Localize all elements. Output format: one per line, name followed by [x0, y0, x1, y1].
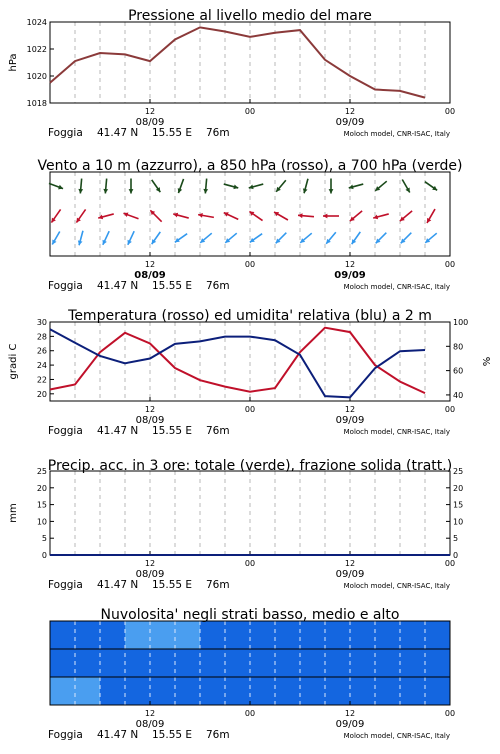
- cloud-cell-alto: [350, 621, 376, 649]
- cloud-cell-medio: [75, 649, 101, 677]
- location-elev: 76m: [206, 729, 230, 741]
- y-tick-label: 1020: [26, 72, 47, 81]
- time-tick-label: 12: [144, 709, 156, 718]
- time-tick-label: 12: [344, 709, 356, 718]
- wind-arrow-850hpa: [76, 209, 85, 222]
- location-lat: 41.47 N: [97, 280, 139, 292]
- wind-arrow-700hpa: [203, 179, 208, 194]
- wind-arrow-10m: [401, 233, 412, 244]
- cloud-cell-basso: [275, 677, 301, 705]
- time-tick-label: 00: [444, 260, 456, 269]
- wind-arrow-850hpa: [123, 213, 138, 219]
- wind-arrow-10m: [300, 233, 311, 243]
- cloud-cell-basso: [175, 677, 201, 705]
- wind-arrow-850hpa: [249, 211, 262, 220]
- time-tick-label: 12: [144, 107, 156, 116]
- wind-arrow-850hpa: [427, 209, 435, 223]
- time-tick-label: 00: [244, 559, 256, 568]
- date-label: 09/09: [335, 117, 365, 128]
- date-label: 09/09: [334, 270, 366, 281]
- time-tick-label: 12: [144, 260, 156, 269]
- date-label: 08/09: [135, 719, 165, 730]
- wind-arrow-700hpa: [103, 179, 108, 194]
- time-tick-label: 00: [244, 405, 256, 414]
- cloud-cell-basso: [375, 677, 401, 705]
- time-tick-label: 00: [444, 709, 456, 718]
- time-tick-label: 00: [444, 107, 456, 116]
- cloud-cell-basso: [425, 677, 451, 705]
- wind-arrow-10m: [276, 233, 287, 244]
- y-tick-label: 0: [41, 551, 47, 560]
- cloud-cell-basso: [400, 677, 426, 705]
- cloud-cell-alto: [100, 621, 126, 649]
- location-name: Foggia: [48, 425, 83, 437]
- y-tick-label-right: 60: [453, 366, 464, 376]
- wind-arrow-head: [78, 189, 83, 194]
- y-axis-label: mm: [8, 503, 19, 523]
- date-label: 09/09: [335, 569, 365, 580]
- cloud-cell-alto: [400, 621, 426, 649]
- wind-arrow-10m: [152, 232, 161, 244]
- wind-arrow-head: [203, 189, 208, 194]
- location-elev: 76m: [206, 579, 230, 591]
- cloud-cell-basso: [75, 677, 101, 705]
- location-lon: 15.55 E: [152, 729, 193, 741]
- y-tick-label: 1018: [26, 99, 47, 108]
- wind-arrow-850hpa: [98, 214, 113, 219]
- y-tick-label: 1024: [26, 18, 47, 27]
- y-axis-label-right: %: [482, 356, 493, 367]
- cloud-cell-alto: [275, 621, 301, 649]
- cloud-cell-basso: [325, 677, 351, 705]
- humidity-line: [50, 329, 425, 397]
- cloud-cell-alto: [300, 621, 326, 649]
- cloud-cell-medio: [300, 649, 326, 677]
- location-elev: 76m: [206, 127, 230, 139]
- cloud-cell-medio: [175, 649, 201, 677]
- wind-arrow-850hpa: [373, 214, 388, 219]
- date-label: 08/09: [134, 270, 166, 281]
- wind-arrow-700hpa: [349, 184, 363, 189]
- location-name: Foggia: [48, 729, 83, 741]
- y-tick-label: 28: [36, 332, 47, 342]
- location-name: Foggia: [48, 280, 83, 292]
- date-label: 08/09: [135, 117, 165, 128]
- y-tick-label: 20: [36, 389, 47, 399]
- y-tick-label: 24: [36, 361, 47, 371]
- cloud-cell-medio: [100, 649, 126, 677]
- cloud-cell-medio: [350, 649, 376, 677]
- chart-title: Vento a 10 m (azzurro), a 850 hPa (rosso), a 700 hPa (verde): [37, 158, 463, 174]
- y-tick-label: 25: [36, 467, 47, 476]
- time-tick-label: 12: [344, 260, 356, 269]
- model-credit: Moloch model, CNR-ISAC, Italy: [343, 130, 450, 138]
- chart-title: Temperatura (rosso) ed umidita' relativa (blu) a 2 m: [68, 308, 432, 324]
- wind-arrow-10m: [225, 233, 236, 243]
- location-elev: 76m: [206, 425, 230, 437]
- wind-arrow-10m: [425, 233, 436, 243]
- y-tick-label-right: 5: [453, 534, 459, 544]
- time-tick-label: 00: [244, 260, 256, 269]
- cloud-cell-basso: [300, 677, 326, 705]
- cloud-cell-medio: [150, 649, 176, 677]
- y-tick-label: 10: [36, 517, 47, 527]
- cloud-cell-basso: [100, 677, 126, 705]
- cloud-cell-medio: [325, 649, 351, 677]
- model-credit: Moloch model, CNR-ISAC, Italy: [343, 582, 450, 590]
- cloud-cell-alto: [225, 621, 251, 649]
- y-axis-label: gradi C: [8, 343, 19, 380]
- cloud-cell-alto: [50, 621, 76, 649]
- wind-arrow-700hpa: [303, 179, 308, 193]
- wind-arrow-head: [129, 189, 134, 193]
- location-elev: 76m: [206, 280, 230, 292]
- wind-arrow-850hpa: [274, 212, 288, 220]
- wind-arrow-10m: [175, 234, 187, 243]
- time-tick-label: 12: [344, 559, 356, 568]
- wind-arrow-850hpa: [224, 212, 239, 219]
- time-tick-label: 00: [444, 559, 456, 568]
- cloud-cell-alto: [75, 621, 101, 649]
- cloud-cell-alto: [375, 621, 401, 649]
- y-tick-label: 15: [36, 500, 47, 510]
- wind-arrow-700hpa: [49, 183, 63, 189]
- wind-arrow-700hpa: [178, 179, 184, 193]
- wind-arrow-10m: [200, 233, 211, 243]
- time-tick-label: 12: [144, 559, 156, 568]
- y-tick-label-right: 100: [453, 318, 469, 327]
- location-name: Foggia: [48, 127, 83, 139]
- wind-arrow-10m: [376, 233, 387, 244]
- wind-arrow-700hpa: [329, 179, 334, 194]
- wind-arrow-10m: [128, 231, 135, 245]
- model-credit: Moloch model, CNR-ISAC, Italy: [343, 283, 450, 291]
- wind-arrow-10m: [352, 232, 361, 244]
- wind-arrow-700hpa: [129, 179, 134, 194]
- y-tick-label-right: 80: [453, 342, 464, 352]
- model-credit: Moloch model, CNR-ISAC, Italy: [343, 428, 450, 436]
- cloud-cell-medio: [250, 649, 276, 677]
- wind-arrow-head: [329, 189, 334, 193]
- date-label: 09/09: [335, 415, 365, 426]
- time-tick-label: 12: [144, 405, 156, 414]
- location-lat: 41.47 N: [97, 127, 139, 139]
- cloud-cell-alto: [200, 621, 226, 649]
- date-label: 08/09: [135, 569, 165, 580]
- date-label: 09/09: [335, 719, 365, 730]
- wind-arrow-700hpa: [402, 180, 410, 193]
- time-tick-label: 00: [444, 405, 456, 414]
- y-tick-label: 5: [41, 534, 47, 544]
- wind-arrow-10m: [326, 232, 336, 243]
- y-tick-label-right: 25: [453, 467, 464, 476]
- location-lat: 41.47 N: [97, 729, 139, 741]
- cloud-cell-medio: [200, 649, 226, 677]
- time-tick-label: 12: [344, 405, 356, 414]
- wind-arrow-head: [103, 189, 108, 194]
- time-tick-label: 00: [244, 107, 256, 116]
- wind-arrow-850hpa: [173, 213, 188, 218]
- cloud-cell-alto: [150, 621, 176, 649]
- cloud-cell-basso: [225, 677, 251, 705]
- chart-title: Nuvolosita' negli strati basso, medio e alto: [100, 607, 400, 623]
- y-tick-label-right: 20: [453, 483, 464, 493]
- cloud-cell-basso: [150, 677, 176, 705]
- cloud-cell-alto: [425, 621, 451, 649]
- cloud-cell-basso: [350, 677, 376, 705]
- y-tick-label-right: 15: [453, 500, 464, 510]
- location-lat: 41.47 N: [97, 579, 139, 591]
- cloud-cell-basso: [250, 677, 276, 705]
- cloud-cell-medio: [400, 649, 426, 677]
- model-credit: Moloch model, CNR-ISAC, Italy: [343, 732, 450, 740]
- wind-arrow-700hpa: [276, 180, 286, 191]
- y-tick-label: 26: [36, 346, 47, 356]
- cloud-cell-alto: [125, 621, 151, 649]
- y-tick-label: 22: [36, 375, 47, 385]
- location-lat: 41.47 N: [97, 425, 139, 437]
- wind-arrow-700hpa: [425, 182, 437, 191]
- wind-arrow-700hpa: [249, 184, 263, 189]
- y-tick-label-right: 10: [453, 517, 464, 527]
- pressure-line: [50, 27, 425, 97]
- wind-arrow-10m: [250, 234, 262, 243]
- cloud-cell-basso: [200, 677, 226, 705]
- wind-arrow-700hpa: [152, 180, 161, 192]
- time-tick-label: 12: [344, 107, 356, 116]
- y-tick-label: 1022: [26, 45, 47, 54]
- location-lon: 15.55 E: [152, 425, 193, 437]
- wind-arrow-10m: [52, 232, 60, 245]
- y-tick-label-right: 0: [453, 551, 459, 560]
- cloud-cell-medio: [225, 649, 251, 677]
- cloud-cell-alto: [175, 621, 201, 649]
- wind-arrow-10m: [103, 231, 110, 245]
- wind-arrow-700hpa: [224, 184, 238, 189]
- location-lon: 15.55 E: [152, 579, 193, 591]
- wind-arrow-700hpa: [375, 181, 386, 191]
- cloud-cell-alto: [250, 621, 276, 649]
- cloud-cell-medio: [375, 649, 401, 677]
- y-tick-label: 20: [36, 483, 47, 493]
- chart-title: Pressione al livello medio del mare: [128, 8, 372, 24]
- cloud-cell-medio: [425, 649, 451, 677]
- date-label: 08/09: [135, 415, 165, 426]
- cloud-cell-medio: [275, 649, 301, 677]
- cloud-cell-medio: [50, 649, 76, 677]
- wind-arrow-850hpa: [400, 211, 412, 221]
- cloud-cell-basso: [50, 677, 76, 705]
- location-lon: 15.55 E: [152, 280, 193, 292]
- cloud-cell-medio: [125, 649, 151, 677]
- location-name: Foggia: [48, 579, 83, 591]
- wind-arrow-700hpa: [78, 179, 83, 194]
- y-tick-label: 30: [36, 318, 47, 327]
- cloud-cell-alto: [325, 621, 351, 649]
- wind-arrow-850hpa: [150, 210, 161, 221]
- y-axis-label: hPa: [8, 53, 19, 72]
- wind-arrow-10m: [78, 231, 83, 245]
- chart-title: Precip. acc. in 3 ore: totale (verde), frazione solida (tratt.): [47, 458, 453, 474]
- cloud-cell-basso: [125, 677, 151, 705]
- y-tick-label-right: 40: [453, 390, 464, 400]
- wind-arrow-850hpa: [350, 211, 362, 221]
- location-lon: 15.55 E: [152, 127, 193, 139]
- time-tick-label: 00: [244, 709, 256, 718]
- wind-arrow-850hpa: [51, 209, 60, 222]
